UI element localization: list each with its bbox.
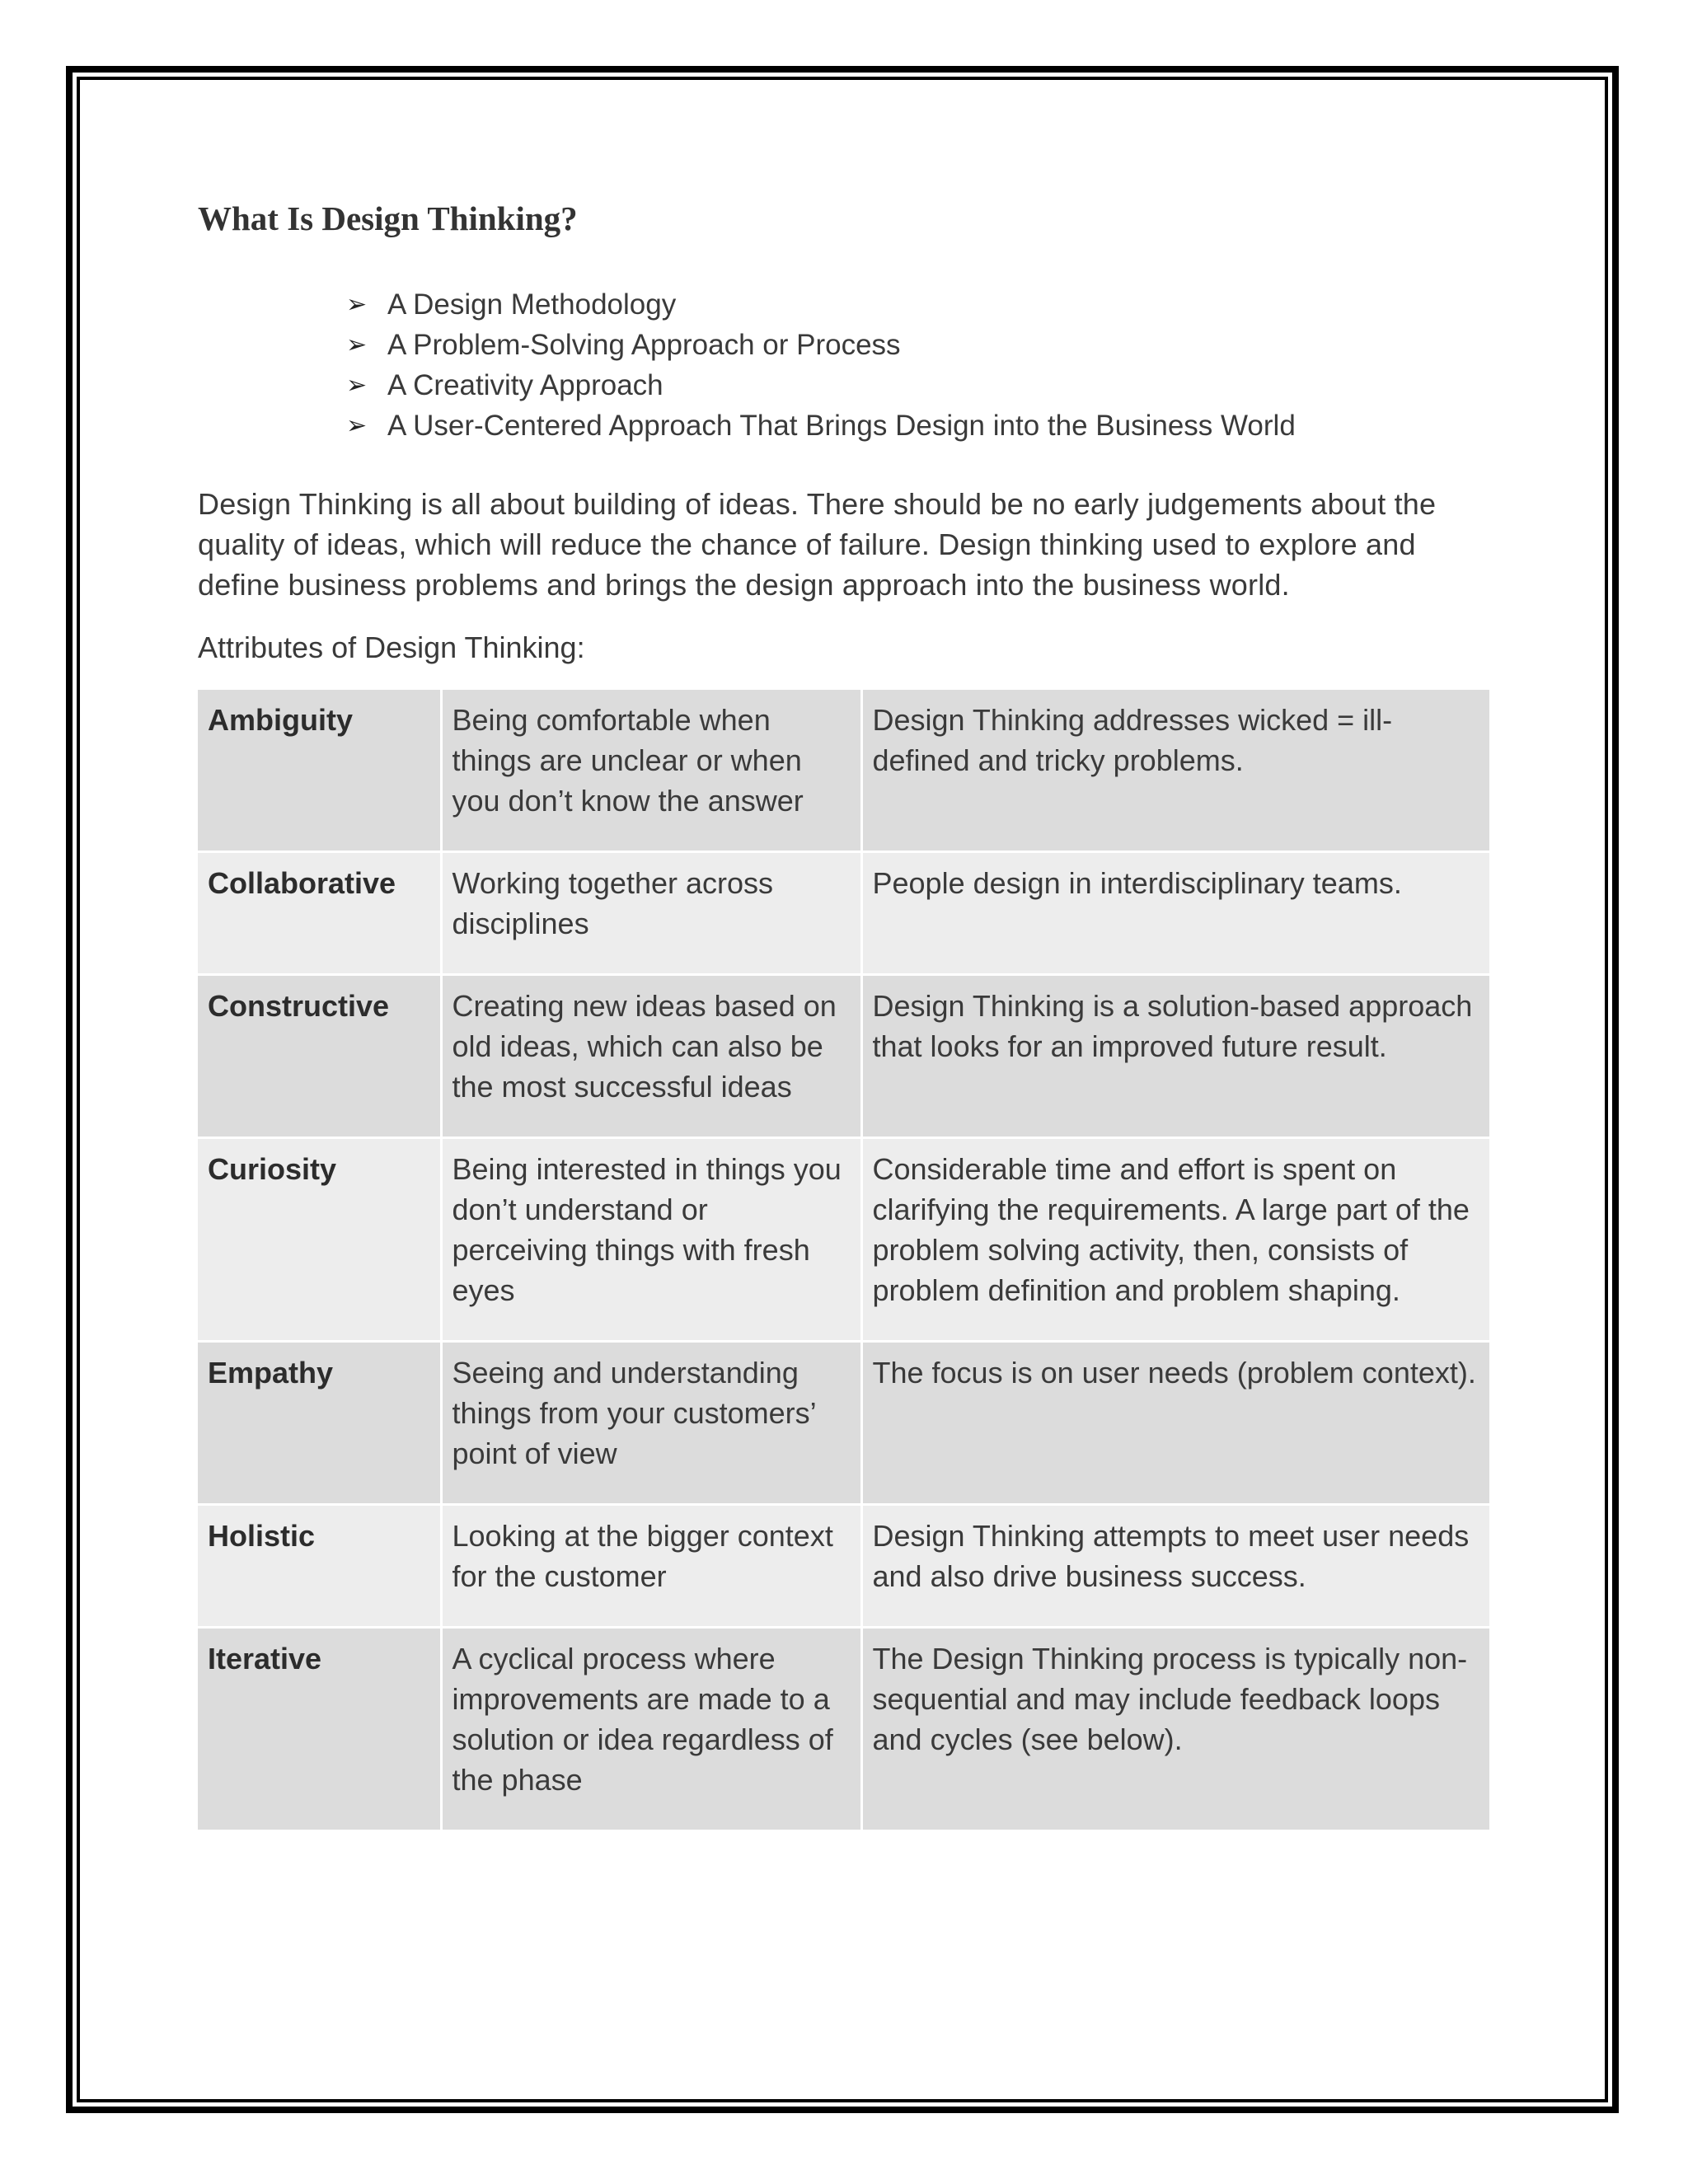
list-item-text: A Problem-Solving Approach or Process (387, 329, 901, 361)
attribute-description: The Design Thinking process is typically non-sequential and may include feedback loops and cycles (see below). (861, 1628, 1490, 1831)
attribute-term: Holistic (198, 1505, 441, 1628)
table-row (198, 1342, 1490, 1505)
table-row (198, 852, 1490, 975)
table-row (198, 975, 1490, 1138)
attribute-description: Design Thinking addresses wicked = ill-defined and tricky problems. (861, 690, 1490, 852)
arrowhead-bullet-icon: ➢ (346, 372, 368, 399)
attribute-term: Empathy (198, 1342, 441, 1505)
arrowhead-bullet-icon: ➢ (346, 412, 368, 439)
list-item-text: A User-Centered Approach That Brings Design into the Business World (387, 410, 1296, 442)
attribute-meaning: Being interested in things you don’t understand or perceiving things with fresh eyes (441, 1138, 861, 1342)
attribute-meaning: Being comfortable when things are unclear or when you don’t know the answer (441, 690, 861, 852)
attributes-heading: Attributes of Design Thinking: (198, 630, 585, 664)
list-item-text: A Design Methodology (387, 288, 677, 321)
table-row (198, 1505, 1490, 1628)
attribute-term: Collaborative (198, 852, 441, 975)
table-row (198, 1628, 1490, 1831)
attribute-description: People design in interdisciplinary teams. (861, 852, 1490, 975)
attribute-meaning: Seeing and understanding things from your customers’ point of view (441, 1342, 861, 1505)
bullet-list (346, 284, 1490, 446)
page-title: What Is Design Thinking? (198, 199, 578, 237)
attribute-meaning: Working together across disciplines (441, 852, 861, 975)
attribute-term: Ambiguity (198, 690, 441, 852)
attribute-description: Considerable time and effort is spent on clarifying the requirements. A large part of the problem solving activity, then, consists of problem definition and problem shaping. (861, 1138, 1490, 1342)
attribute-term: Curiosity (198, 1138, 441, 1342)
intro-paragraph: Design Thinking is all about building of ideas. There should be no early judgements about the quality of ideas, which will reduce the chance of failure. Design thinking used to explore and define business problems and brings the design approach into the business world. (198, 487, 1437, 602)
list-item-text: A Creativity Approach (387, 369, 663, 401)
arrowhead-bullet-icon: ➢ (346, 331, 368, 359)
attribute-term: Iterative (198, 1628, 441, 1831)
attribute-term: Constructive (198, 975, 441, 1138)
list-item (346, 284, 1490, 325)
attribute-description: The focus is on user needs (problem context). (861, 1342, 1490, 1505)
list-item (346, 405, 1490, 446)
attribute-description: Design Thinking attempts to meet user needs and also drive business success. (861, 1505, 1490, 1628)
table-row (198, 1138, 1490, 1342)
list-item (346, 365, 1490, 405)
attribute-meaning: A cyclical process where improvements are made to a solution or idea regardless of the phase (441, 1628, 861, 1831)
attribute-meaning: Creating new ideas based on old ideas, which can also be the most successful ideas (441, 975, 861, 1138)
table-row (198, 690, 1490, 852)
attribute-description: Design Thinking is a solution-based approach that looks for an improved future result. (861, 975, 1490, 1138)
attributes-table (198, 690, 1492, 1832)
document-content (198, 194, 1490, 1832)
arrowhead-bullet-icon: ➢ (346, 291, 368, 318)
list-item (346, 325, 1490, 365)
attribute-meaning: Looking at the bigger context for the customer (441, 1505, 861, 1628)
